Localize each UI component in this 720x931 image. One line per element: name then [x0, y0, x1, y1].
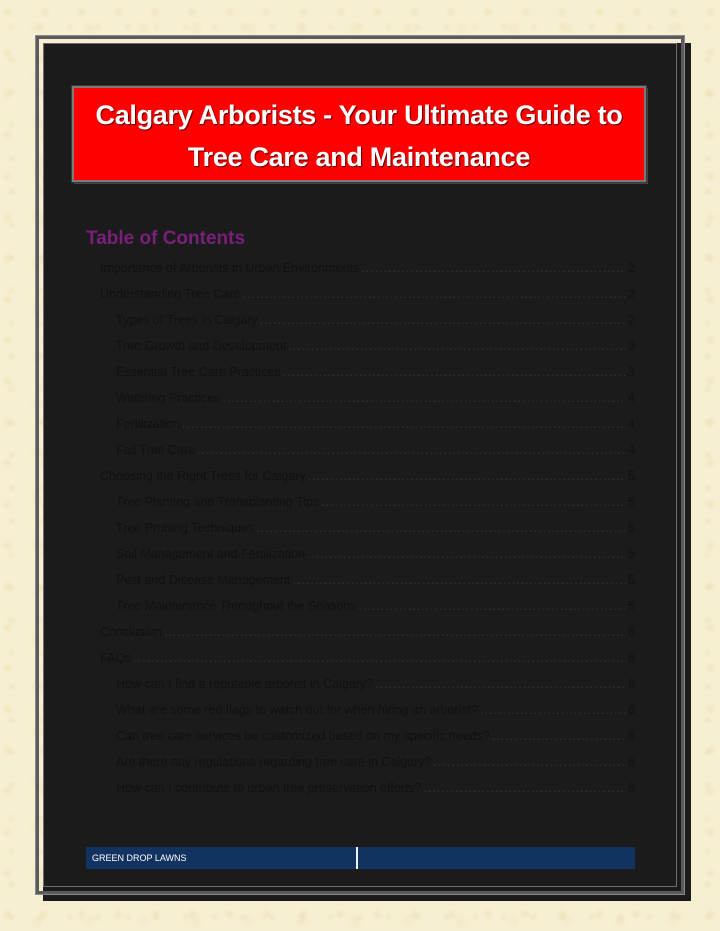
toc-entry-title[interactable]: What are some red flags to watch out for when hiring an arborist?: [116, 703, 478, 717]
toc-entry-title[interactable]: Tree Pruning Techniques: [116, 521, 255, 535]
toc-entry[interactable]: [100, 755, 635, 781]
toc-entry-title[interactable]: Tree Planting and Transplanting Tips: [116, 495, 320, 509]
toc-dot-leader: [492, 729, 626, 743]
toc-entry-title[interactable]: Fertilization: [116, 417, 180, 431]
toc-entry[interactable]: [100, 339, 635, 365]
toc-entry-page[interactable]: 5: [628, 495, 635, 509]
toc-entry-title[interactable]: Choosing the Right Trees for Calgary: [100, 469, 306, 483]
toc-entry-page[interactable]: 5: [628, 469, 635, 483]
toc-entry-page[interactable]: 2: [628, 287, 635, 301]
toc-entry-page[interactable]: 5: [628, 573, 635, 587]
toc-entry-page[interactable]: 3: [628, 365, 635, 379]
toc-dot-leader: [164, 625, 626, 639]
title-line-2: Tree Care and Maintenance: [187, 142, 531, 172]
toc-entry[interactable]: [100, 651, 635, 677]
toc-entry-title[interactable]: Fall Tree Care: [116, 443, 196, 457]
footer-brand: GREEN DROP LAWNS: [86, 847, 358, 869]
toc-entry-title[interactable]: How can I find a reputable arborist in Calgary?: [116, 677, 374, 691]
toc-entry-title[interactable]: Are there any regulations regarding tree care in Calgary?: [116, 755, 432, 769]
toc-entry[interactable]: [100, 391, 635, 417]
toc-entry[interactable]: [100, 677, 635, 703]
toc-dot-leader: [222, 391, 626, 405]
toc-dot-leader: [307, 547, 626, 561]
toc-heading: Table of Contents: [86, 228, 246, 249]
toc-entry[interactable]: [100, 703, 635, 729]
toc-entry-page[interactable]: 5: [628, 599, 635, 613]
toc-entry[interactable]: [100, 573, 635, 599]
toc-entry-page[interactable]: 2: [628, 261, 635, 275]
toc-entry-title[interactable]: Essential Tree Care Practices: [116, 365, 281, 379]
toc-entry-title[interactable]: Soil Management and Fertilization: [116, 547, 305, 561]
toc-entry[interactable]: [100, 469, 635, 495]
title-line-1: Calgary Arborists - Your Ultimate Guide to: [95, 100, 623, 130]
toc-entry-page[interactable]: 4: [628, 391, 635, 405]
toc-entry[interactable]: [100, 443, 635, 469]
toc-entry-page[interactable]: 5: [628, 547, 635, 561]
toc-dot-leader: [260, 313, 626, 327]
toc-entry-title[interactable]: Can tree care services be customized based on my specific needs?: [116, 729, 490, 743]
toc-entry[interactable]: [100, 313, 635, 339]
toc-entry-page[interactable]: 6: [628, 677, 635, 691]
toc-dot-leader: [308, 469, 626, 483]
toc-entry[interactable]: [100, 495, 635, 521]
toc-entry-page[interactable]: 5: [628, 521, 635, 535]
toc-entry-page[interactable]: 4: [628, 417, 635, 431]
toc-entry-page[interactable]: 6: [628, 651, 635, 665]
toc-dot-leader: [283, 365, 626, 379]
toc-dot-leader: [288, 339, 626, 353]
toc-dot-leader: [133, 651, 626, 665]
toc-entry-page[interactable]: 4: [628, 443, 635, 457]
toc-dot-leader: [292, 573, 626, 587]
toc-entry[interactable]: [100, 625, 635, 651]
toc-entry-page[interactable]: 6: [628, 755, 635, 769]
toc-dot-leader: [182, 417, 626, 431]
toc-dot-leader: [256, 521, 626, 535]
toc-dot-leader: [424, 781, 627, 795]
toc-entry-title[interactable]: Conclusion: [100, 625, 162, 639]
toc-entry[interactable]: [100, 729, 635, 755]
toc-entry[interactable]: [100, 599, 635, 625]
toc-dot-leader: [358, 599, 626, 613]
toc-entry[interactable]: [100, 521, 635, 547]
toc-entry[interactable]: [100, 417, 635, 443]
toc-entry-page[interactable]: 6: [628, 729, 635, 743]
footer-bar: [86, 847, 635, 869]
toc-dot-leader: [197, 443, 626, 457]
toc-entry[interactable]: [100, 781, 635, 807]
toc-dot-leader: [321, 495, 626, 509]
toc-entry-page[interactable]: 2: [628, 313, 635, 327]
toc-dot-leader: [375, 677, 626, 691]
toc-entry-title[interactable]: FAQs: [100, 651, 132, 665]
toc-entry-title[interactable]: Tree Growth and Development: [116, 339, 287, 353]
toc-entry-title[interactable]: Tree Maintenance Throughout the Seasons: [116, 599, 357, 613]
toc-entry-page[interactable]: 6: [628, 781, 635, 795]
toc-entry[interactable]: [100, 287, 635, 313]
toc-dot-leader: [433, 755, 626, 769]
toc-entry[interactable]: [100, 365, 635, 391]
toc-entry-title[interactable]: Watering Practices: [116, 391, 221, 405]
toc-entry-title[interactable]: How can I contribute to urban tree preservation efforts?: [116, 781, 422, 795]
toc-entry-title[interactable]: Understanding Tree Care: [100, 287, 241, 301]
toc-entry-page[interactable]: 6: [628, 625, 635, 639]
footer-right-panel: [358, 847, 635, 869]
toc-dot-leader: [361, 261, 626, 275]
toc-entry-title[interactable]: Pest and Disease Management: [116, 573, 291, 587]
table-of-contents: [100, 261, 635, 807]
title-banner: [72, 86, 646, 182]
toc-entry[interactable]: [100, 547, 635, 573]
toc-dot-leader: [242, 287, 626, 301]
toc-entry-page[interactable]: 6: [628, 703, 635, 717]
toc-entry-title[interactable]: Importance of Arborists in Urban Environments: [100, 261, 360, 275]
toc-entry-page[interactable]: 3: [628, 339, 635, 353]
toc-entry-title[interactable]: Types of Trees in Calgary: [116, 313, 258, 327]
toc-dot-leader: [480, 703, 626, 717]
toc-entry[interactable]: [100, 261, 635, 287]
